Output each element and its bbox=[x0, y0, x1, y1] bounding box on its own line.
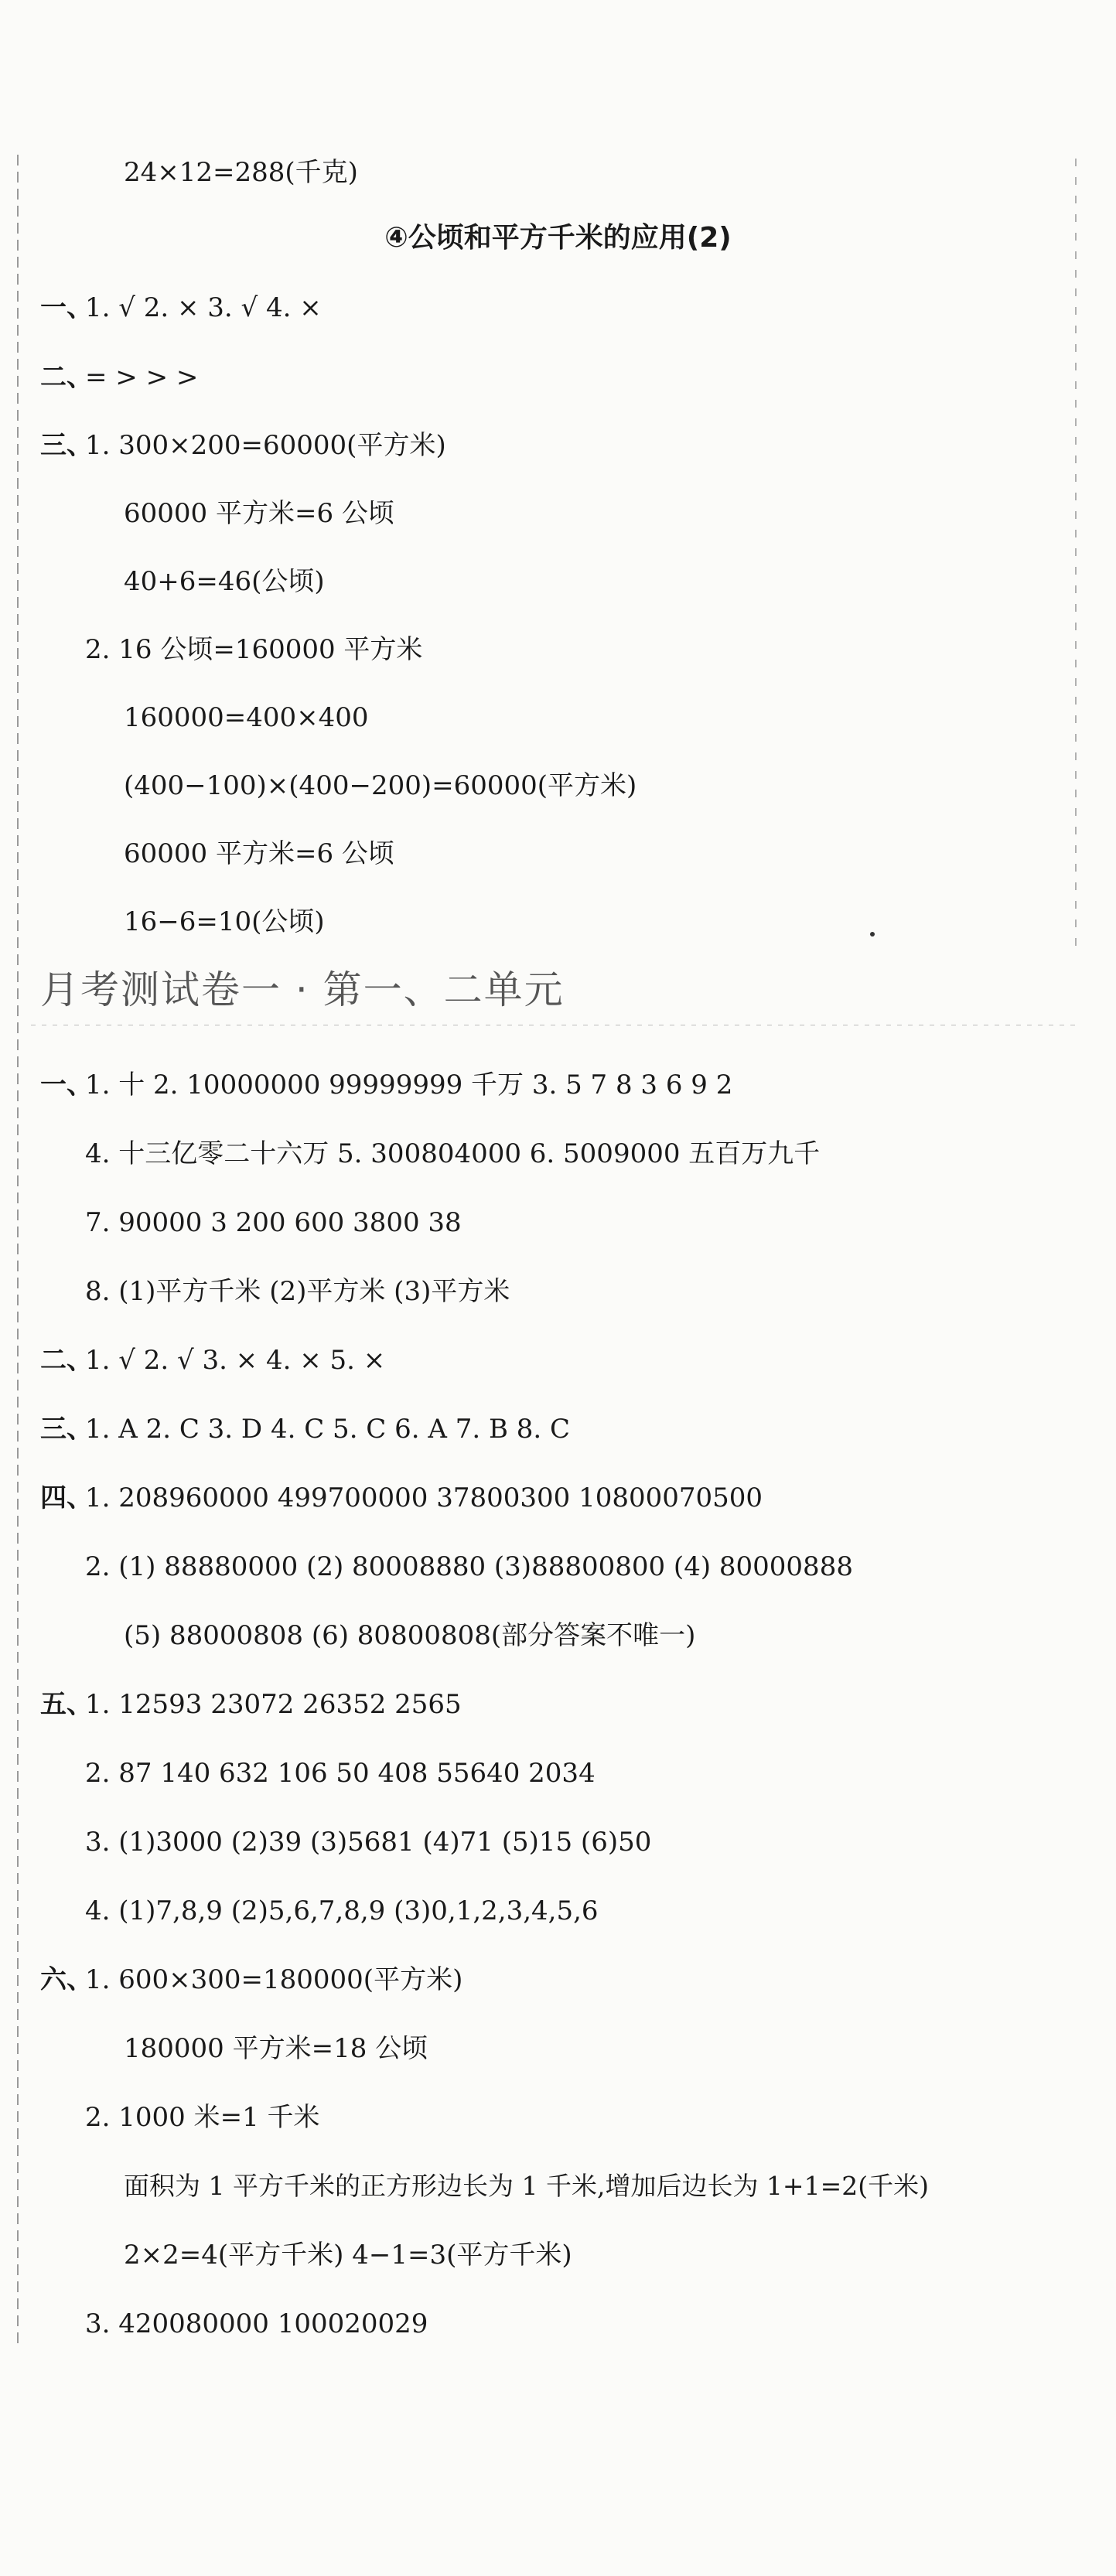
answer-line: (5) 88000808 (6) 80800808(部分答案不唯一) bbox=[124, 1620, 696, 1651]
answer-line: 2. (1) 88880000 (2) 80008880 (3)88800800 (4) 80000888 bbox=[85, 1551, 853, 1582]
answer-line: 60000 平方米=6 公顷 bbox=[124, 498, 394, 529]
answer-line: 五、 1. 12593 23072 26352 2565 bbox=[40, 1689, 462, 1720]
subsection-heading: ④公顷和平方千米的应用(2) bbox=[384, 222, 732, 254]
answer-line: 4. (1)7,8,9 (2)5,6,7,8,9 (3)0,1,2,3,4,5,6 bbox=[85, 1895, 599, 1926]
answer-line: 4. 十三亿零二十六万 5. 300804000 6. 5009000 五百万九千 bbox=[85, 1138, 821, 1169]
stray-dot bbox=[870, 932, 875, 937]
answer-line: 160000=400×400 bbox=[124, 702, 369, 733]
answer-line: 2. 1000 米=1 千米 bbox=[85, 2102, 320, 2133]
margin-dashed-line bbox=[17, 155, 19, 2343]
answer-line: 2. 87 140 632 106 50 408 55640 2034 bbox=[85, 1758, 596, 1789]
answer-line: 二、 = > > > bbox=[40, 362, 199, 393]
answer-line: 六、 1. 600×300=180000(平方米) bbox=[40, 1964, 463, 1995]
answer-line: 3. (1)3000 (2)39 (3)5681 (4)71 (5)15 (6)50 bbox=[85, 1827, 652, 1858]
answer-line: 三、 1. 300×200=60000(平方米) bbox=[40, 430, 446, 461]
answer-line: 24×12=288(千克) bbox=[124, 157, 358, 188]
answer-line: 60000 平方米=6 公顷 bbox=[124, 838, 394, 869]
answer-line: (400−100)×(400−200)=60000(平方米) bbox=[124, 770, 637, 801]
answer-line: 二、 1. √ 2. √ 3. × 4. × 5. × bbox=[40, 1345, 386, 1376]
answer-line: 四、 1. 208960000 499700000 37800300 10800070500 bbox=[40, 1482, 763, 1513]
answer-line: 3. 420080000 100020029 bbox=[85, 2308, 428, 2339]
answer-line: 7. 90000 3 200 600 3800 38 bbox=[85, 1207, 462, 1238]
answer-line: 三、 1. A 2. C 3. D 4. C 5. C 6. A 7. B 8. C bbox=[40, 1414, 571, 1445]
answer-line: 8. (1)平方千米 (2)平方米 (3)平方米 bbox=[85, 1276, 510, 1307]
answer-line: 180000 平方米=18 公顷 bbox=[124, 2033, 428, 2064]
answer-line: 一、 1. 十 2. 10000000 99999999 千万 3. 5 7 8 3 6 9 2 bbox=[40, 1070, 733, 1100]
answer-line: 2. 16 公顷=160000 平方米 bbox=[85, 634, 423, 665]
answer-line: 面积为 1 平方千米的正方形边长为 1 千米,增加后边长为 1+1=2(千米) bbox=[124, 2171, 929, 2201]
answer-line: 2×2=4(平方千米) 4−1=3(平方千米) bbox=[124, 2240, 572, 2271]
answer-line: 16−6=10(公顷) bbox=[124, 906, 325, 937]
right-dashed-line bbox=[1075, 159, 1077, 947]
section-title: 月考测试卷一 · 第一、二单元 bbox=[40, 967, 565, 1012]
answer-line: 一、 1. √ 2. × 3. √ 4. × bbox=[40, 292, 322, 323]
answer-line: 40+6=46(公顷) bbox=[124, 566, 325, 597]
